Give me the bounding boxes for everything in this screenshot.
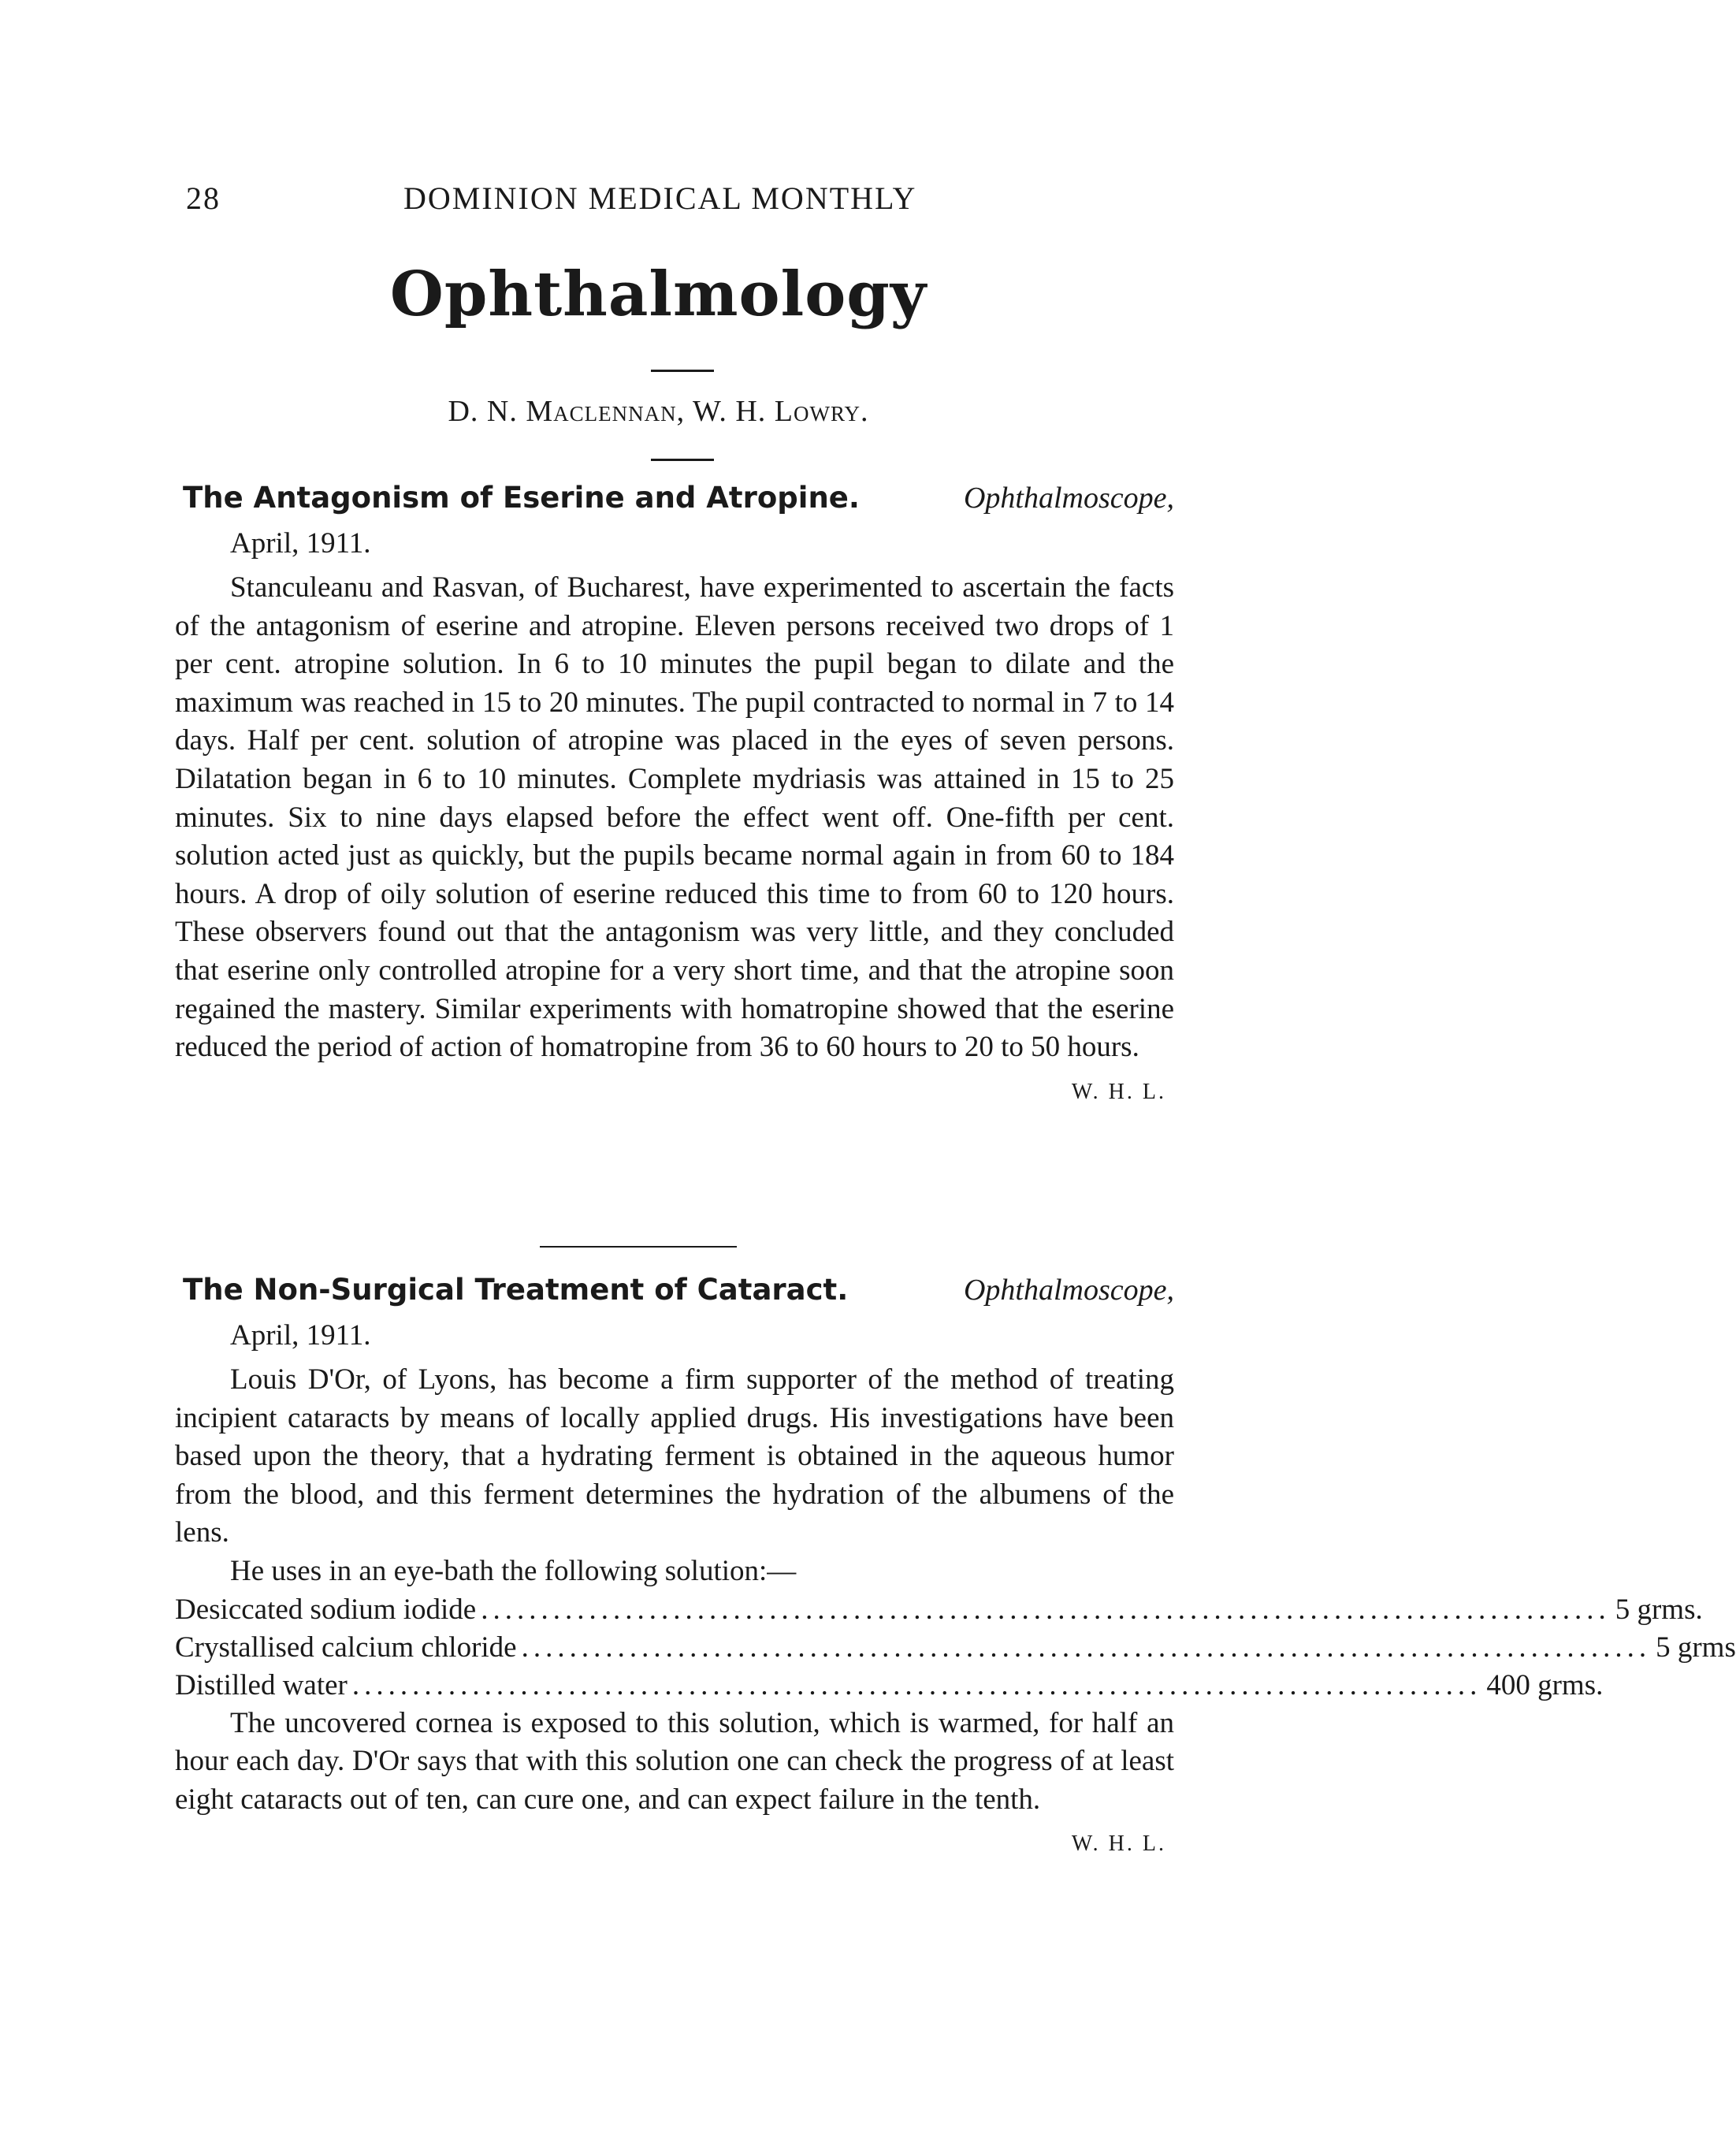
article-heading xyxy=(175,1273,1174,1317)
page-number: 28 xyxy=(186,180,221,216)
prescription-row xyxy=(175,1629,1736,1667)
prescription-table xyxy=(175,1591,1736,1705)
ingredient-quantity: 5 grms xyxy=(1656,1631,1736,1664)
ingredient-quantity: 400 grms. xyxy=(1486,1668,1604,1701)
article-separator-rule xyxy=(540,1246,737,1248)
article-title: The Non-Surgical Treatment of Cataract. xyxy=(183,1273,849,1307)
article-date: April, 1911. xyxy=(230,527,371,560)
author-surname-1: Maclennan xyxy=(526,395,677,428)
article-paragraph xyxy=(175,569,1174,1111)
article-heading xyxy=(175,481,1174,525)
section-authors xyxy=(0,394,1317,429)
authors-prefix: D. N. xyxy=(448,395,526,428)
prescription-row xyxy=(175,1667,1604,1705)
leader-dots: .............................................................................................. xyxy=(521,1631,1652,1664)
section-title: Ophthalmology xyxy=(389,258,927,330)
prescription-row xyxy=(175,1591,1703,1629)
article-date: April, 1911. xyxy=(230,1319,371,1352)
article-source: Ophthalmoscope, xyxy=(963,482,1174,515)
article-paragraph xyxy=(175,1705,1174,1864)
article-source: Ophthalmoscope, xyxy=(963,1274,1174,1307)
article-paragraph: He uses in an eye-bath the following solution:— xyxy=(230,1554,797,1587)
journal-title: DOMINION MEDICAL MONTHLY xyxy=(403,180,917,216)
article-paragraph: Louis D'Or, of Lyons, has become a firm supporter of the method of treating incipient cataracts by means of locally applied drugs. His investigations have been based upon the theory, that a hydrating ferment is obtained in the aqueous humor from the blood, and this ferment determines the hydration of the albumens of the lens. xyxy=(175,1363,1174,1549)
article-signature: W. H. L. xyxy=(1071,1079,1166,1104)
article-cataract-treatment xyxy=(175,1273,1736,1864)
article-title: The Antagonism of Eserine and Atropine. xyxy=(183,481,860,515)
leader-dots: .............................................................................................. xyxy=(481,1593,1611,1626)
ingredient-quantity: 5 grms. xyxy=(1615,1593,1703,1626)
article-eserine-atropine xyxy=(175,481,1174,1111)
paragraph-text: Stanculeanu and Rasvan, of Bucharest, have experimented to ascertain the facts of the antagonism of eserine and atropine. Eleven persons received two drops of 1 per cent. atropine solution. In 6 to 10 minutes the pupil began to dilate and the maximum was reached in 15 to 20 minutes. The pupil contracted to normal in 7 to 14 days. Half per cent. solution of atropine was placed in the eyes of seven persons. Dilatation began in 6 to 10 minutes. Complete mydriasis was attained in 15 to 25 minutes. Six to nine days elapsed before the effect went off. One-fifth per cent. solution acted just as quickly, but the pupils became normal again in from 60 to 184 hours. A drop of oily solution of eserine reduced this time to from 60 to 120 hours. These observers found out that the antagonism was very little, and they concluded that eserine only controlled atropine for a very short time, and that the atropine soon regained the mastery. Similar experiments with homatropine showed that the eserine reduced the period of action of homatropine from 36 to 60 hours to 20 to 50 hours. xyxy=(175,571,1174,1064)
paragraph-text: The uncovered cornea is exposed to this solution, which is warmed, for half an hour each day. D'Or says that with this solution one can check the progress of at least eight cataracts out of ten, can cure one, and can expect failure in the tenth. xyxy=(175,1706,1174,1816)
ingredient-name: Distilled water xyxy=(175,1668,348,1701)
divider-rule xyxy=(651,459,714,461)
ingredient-name: Crystallised calcium chloride xyxy=(175,1631,517,1664)
divider-rule xyxy=(651,370,714,372)
article-signature: W. H. L. xyxy=(1071,1831,1166,1857)
authors-suffix: . xyxy=(861,395,869,428)
author-surname-2: Lowry xyxy=(774,395,861,428)
ingredient-name: Desiccated sodium iodide xyxy=(175,1593,477,1626)
leader-dots: .............................................................................................. xyxy=(351,1668,1482,1701)
authors-mid: , W. H. xyxy=(676,395,775,428)
